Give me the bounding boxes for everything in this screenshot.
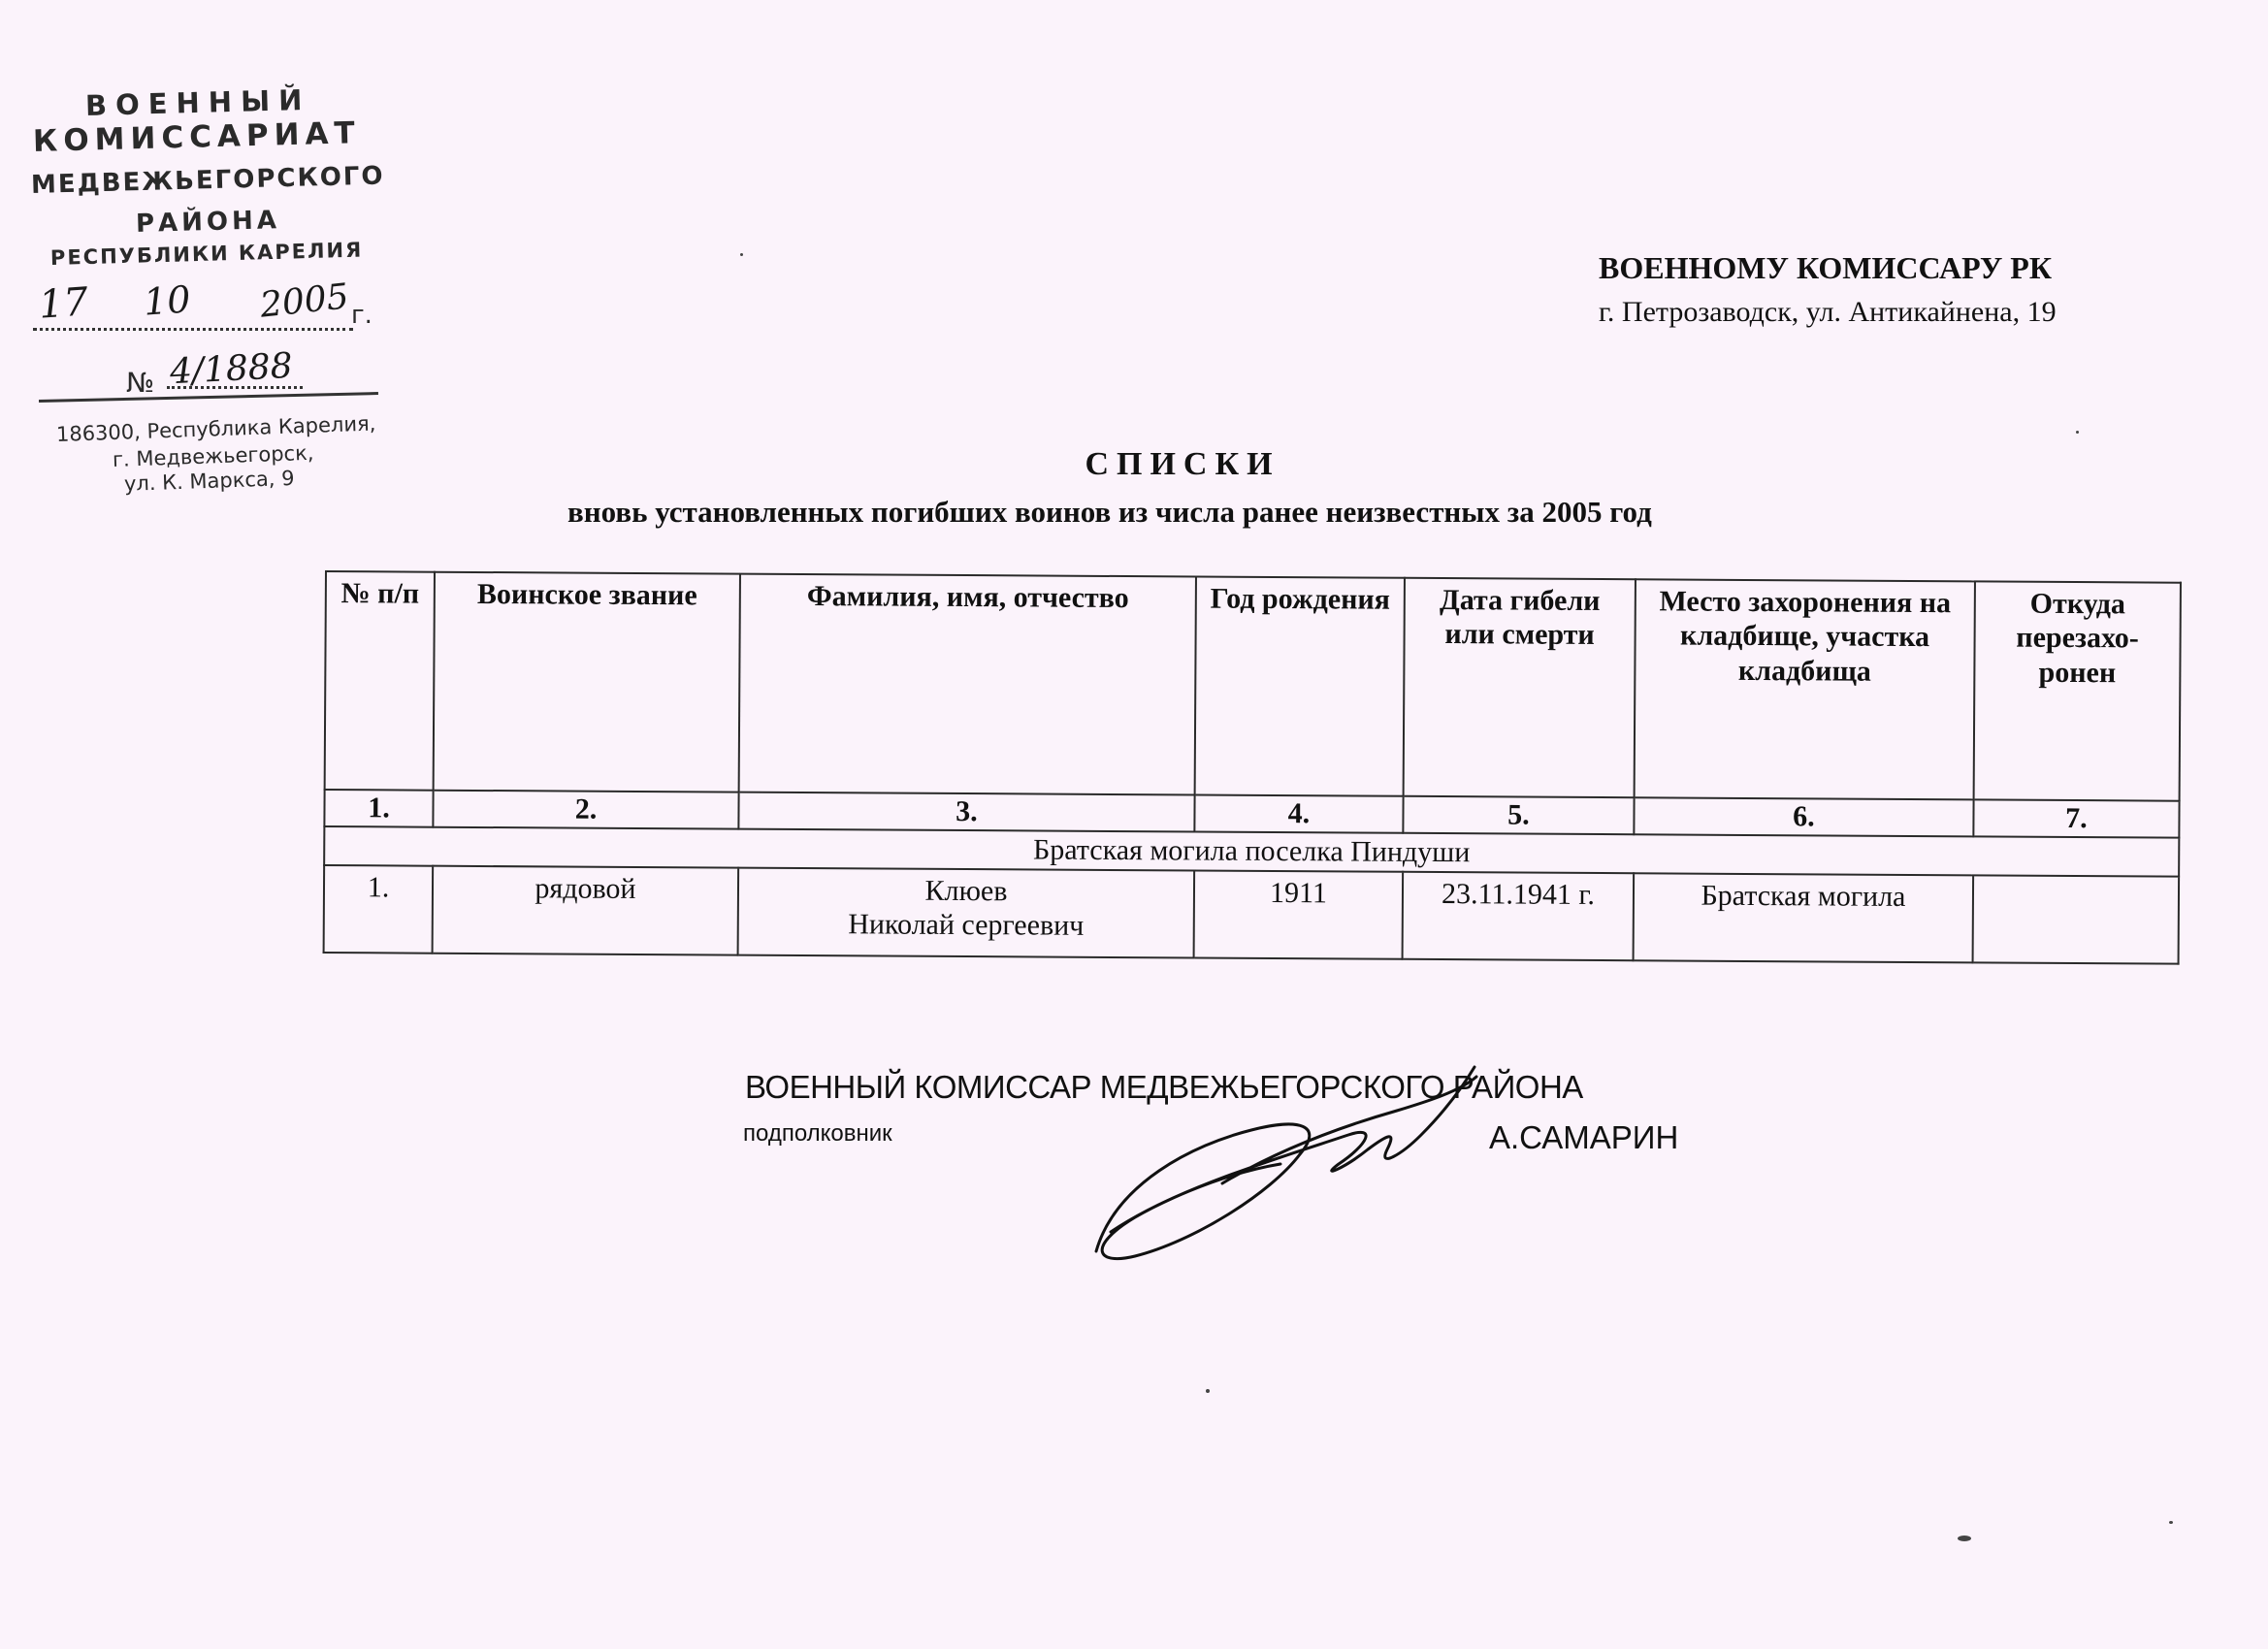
stamp-line-3: МЕДВЕЖЬЕГОРСКОГО (30, 161, 385, 200)
column-number: 4. (1194, 794, 1403, 832)
stamp-divider (39, 392, 378, 403)
scan-speck (1958, 1536, 1971, 1541)
column-number: 2. (433, 791, 738, 829)
row-death-date: 23.11.1941 г. (1403, 872, 1635, 960)
stamp-date-suffix: г. (351, 301, 373, 330)
column-number: 1. (324, 790, 433, 827)
stamp-address-line-3: ул. К. Маркса, 9 (123, 466, 295, 496)
handwritten-signature (1077, 1038, 1484, 1271)
stamp-date-month: 10 (142, 277, 192, 324)
scan-speck (2076, 431, 2079, 434)
table-header-row (325, 571, 2181, 801)
row-burial-place: Братская могила (1634, 873, 1974, 962)
row-full-name (738, 868, 1195, 958)
stamp-number-value: 4/1888 (169, 345, 294, 393)
stamp-address-line-2: г. Медвежьегорск, (112, 440, 314, 471)
stamp-number-label: № (126, 367, 155, 399)
row-reburied-from (1973, 875, 2180, 963)
stamp-number-dots (167, 386, 303, 389)
column-number: 5. (1403, 796, 1634, 834)
addressee-title: ВОЕННОМУ КОМИССАРУ РК (1599, 250, 2053, 285)
row-given-names: Николай сергеевич (848, 908, 1085, 943)
scan-speck (740, 253, 743, 256)
row-surname: Клюев (924, 874, 1008, 908)
column-number: 3. (738, 792, 1194, 832)
document-title: СПИСКИ (1085, 446, 1280, 482)
table-row (324, 865, 2180, 964)
scan-speck (1206, 1389, 1210, 1393)
stamp-date-day: 17 (37, 279, 90, 328)
group-title: Братская могила поселка Пиндуши (324, 826, 2179, 877)
stamp-line-4: РАЙОНА (135, 206, 281, 239)
header-full-name: Фамилия, имя, отчество (739, 574, 1196, 795)
stamp-date-dots (33, 328, 353, 331)
document-subtitle: вновь установленных погибших воинов из числа ранее неизвестных за 2005 год (567, 495, 1652, 529)
stamp-address-line-1: 186300, Республика Карелия, (55, 411, 376, 446)
stamp-line-5: РЕСПУБЛИКИ КАРЕЛИЯ (49, 238, 364, 270)
signatory-rank: подполковник (743, 1120, 892, 1147)
header-reburied-from: Откуда перезахо-ронен (1974, 581, 2181, 800)
casualty-table (323, 570, 2180, 965)
stamp-line-2: КОМИССАРИАТ (32, 115, 362, 159)
header-number: № п/п (325, 571, 435, 791)
header-birth-year: Год рождения (1195, 576, 1405, 795)
stamp-line-1: ВОЕННЫЙ (84, 82, 311, 122)
row-rank: рядовой (433, 866, 739, 955)
header-death-date: Дата гибели или смерти (1404, 578, 1636, 797)
signatory-position: ВОЕННЫЙ КОМИССАР МЕДВЕЖЬЕГОРСКОГО РАЙОНА (745, 1069, 1583, 1105)
signatory-name: А.САМАРИН (1489, 1119, 1679, 1155)
column-number: 7. (1973, 799, 2179, 837)
addressee-address: г. Петрозаводск, ул. Антикайнена, 19 (1599, 296, 2057, 328)
row-number: 1. (324, 865, 434, 954)
header-rank: Воинское звание (434, 572, 740, 792)
scan-speck (2169, 1521, 2173, 1524)
header-burial-place: Место захоронения на кладбище, участка кладбища (1635, 579, 1975, 799)
stamp-date-year: 2005 (258, 276, 351, 326)
row-birth-year: 1911 (1194, 870, 1404, 958)
column-number: 6. (1634, 797, 1973, 836)
